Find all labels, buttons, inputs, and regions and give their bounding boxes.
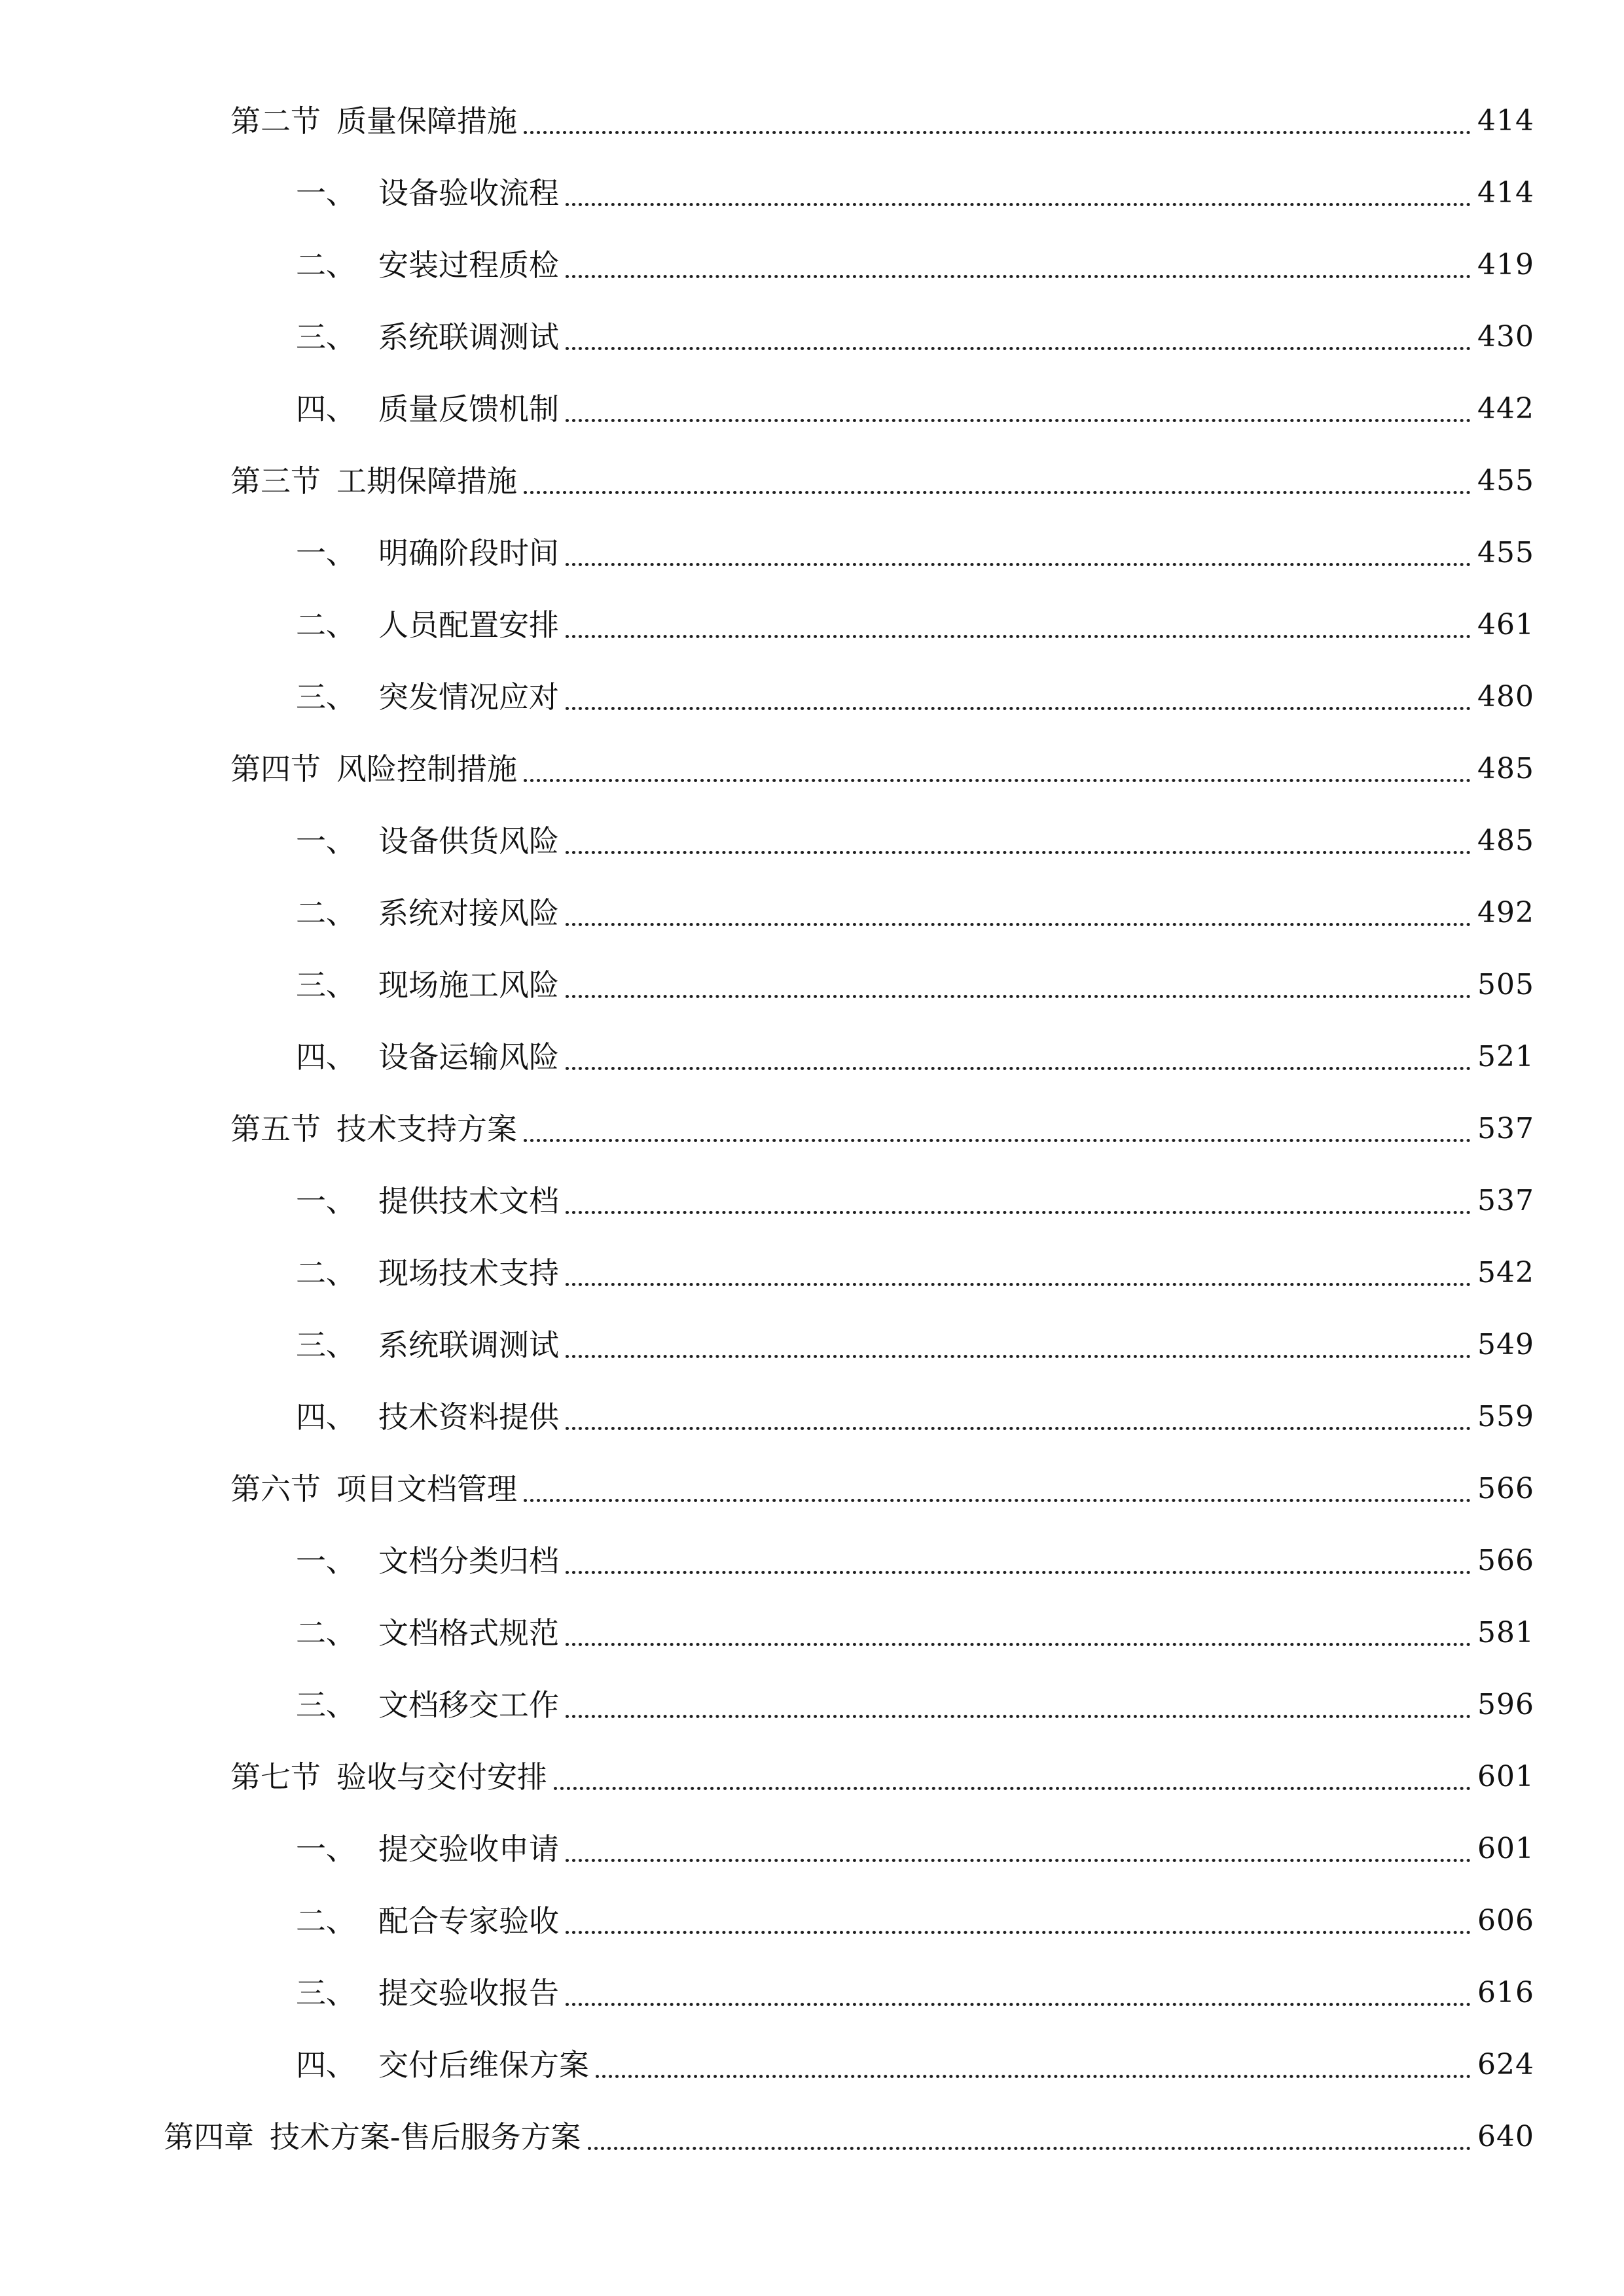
toc-entry-page: 601 xyxy=(1477,1760,1534,1793)
toc-entry-title: 设备运输风险 xyxy=(378,1039,559,1075)
toc-entry-title: 系统联调测试 xyxy=(378,319,559,355)
toc-entry-title: 文档分类归档 xyxy=(378,1543,559,1579)
toc-entry-page: 414 xyxy=(1477,104,1534,137)
dot-leader xyxy=(524,778,1471,782)
dot-leader xyxy=(566,922,1471,926)
toc-entry-section[interactable] xyxy=(230,445,1534,517)
toc-entry-title: 质量反馈机制 xyxy=(378,391,559,427)
toc-entry-title: 明确阶段时间 xyxy=(378,535,559,571)
toc-entry-item[interactable] xyxy=(296,2029,1534,2101)
toc-entry-item[interactable] xyxy=(296,949,1534,1021)
toc-entry-number: 三、 xyxy=(296,1327,356,1363)
toc-entry-title: 技术方案-售后服务方案 xyxy=(270,2119,581,2155)
toc-entry-title: 提供技术文档 xyxy=(378,1183,559,1219)
dot-leader xyxy=(566,1858,1471,1862)
toc-entry-title: 系统联调测试 xyxy=(378,1327,559,1363)
toc-entry-number: 二、 xyxy=(296,1615,356,1651)
toc-entry-number: 一、 xyxy=(296,1543,356,1579)
dot-leader xyxy=(566,994,1471,998)
toc-entry-page: 581 xyxy=(1477,1616,1534,1649)
toc-entry-title: 提交验收报告 xyxy=(378,1975,559,2011)
toc-entry-number: 二、 xyxy=(296,247,356,283)
toc-entry-page: 559 xyxy=(1477,1400,1534,1433)
toc-entry-number: 一、 xyxy=(296,535,356,571)
toc-entry-number: 一、 xyxy=(296,1831,356,1867)
toc-entry-item[interactable] xyxy=(296,661,1534,733)
toc-entry-title: 文档格式规范 xyxy=(378,1615,559,1651)
toc-entry-page: 537 xyxy=(1477,1184,1534,1217)
toc-entry-page: 616 xyxy=(1477,1976,1534,2009)
dot-leader xyxy=(524,1138,1471,1142)
toc-entry-item[interactable] xyxy=(296,877,1534,949)
toc-entry-page: 566 xyxy=(1477,1472,1534,1505)
toc-entry-page: 430 xyxy=(1477,320,1534,353)
toc-entry-item[interactable] xyxy=(296,1957,1534,2029)
toc-entry-page: 596 xyxy=(1477,1688,1534,1721)
toc-entry-item[interactable] xyxy=(296,589,1534,661)
dot-leader xyxy=(524,490,1471,494)
toc-entry-number: 三、 xyxy=(296,1975,356,2011)
toc-entry-item[interactable] xyxy=(296,1021,1534,1093)
dot-leader xyxy=(566,1930,1471,1934)
toc-entry-page: 414 xyxy=(1477,176,1534,209)
dot-leader xyxy=(566,1354,1471,1358)
toc-entry-number: 二、 xyxy=(296,1255,356,1291)
toc-entry-section[interactable] xyxy=(230,1453,1534,1525)
toc-entry-number: 三、 xyxy=(296,967,356,1003)
toc-entry-number: 一、 xyxy=(296,1183,356,1219)
toc-entry-chapter[interactable] xyxy=(164,2101,1534,2173)
toc-entry-title: 现场施工风险 xyxy=(378,967,559,1003)
toc-entry-number: 一、 xyxy=(296,175,356,211)
dot-leader xyxy=(566,634,1471,638)
toc-entry-title: 工期保障措施 xyxy=(336,463,517,499)
toc-entry-number: 三、 xyxy=(296,319,356,355)
toc-entry-number: 四、 xyxy=(296,1399,356,1435)
toc-entry-page: 485 xyxy=(1477,824,1534,857)
toc-entry-item[interactable] xyxy=(296,1885,1534,1957)
toc-entry-page: 549 xyxy=(1477,1328,1534,1361)
toc-entry-number: 四、 xyxy=(296,1039,356,1075)
toc-entry-number: 第七节 xyxy=(230,1759,321,1795)
toc-entry-title: 质量保障措施 xyxy=(336,103,517,139)
toc-entry-title: 交付后维保方案 xyxy=(378,2047,589,2083)
toc-entry-number: 四、 xyxy=(296,2047,356,2083)
dot-leader xyxy=(588,2146,1471,2150)
toc-entry-item[interactable] xyxy=(296,1525,1534,1597)
toc-entry-number: 四、 xyxy=(296,391,356,427)
toc-entry-item[interactable] xyxy=(296,157,1534,229)
toc-entry-section[interactable] xyxy=(230,733,1534,805)
dot-leader xyxy=(566,1210,1471,1214)
toc-entry-title: 技术资料提供 xyxy=(378,1399,559,1435)
toc-entry-section[interactable] xyxy=(230,85,1534,157)
toc-entry-number: 第五节 xyxy=(230,1111,321,1147)
dot-leader xyxy=(566,1570,1471,1574)
toc-entry-number: 三、 xyxy=(296,679,356,715)
toc-entry-item[interactable] xyxy=(296,1237,1534,1309)
dot-leader xyxy=(554,1786,1471,1790)
toc-entry-title: 人员配置安排 xyxy=(378,607,559,643)
toc-entry-item[interactable] xyxy=(296,1165,1534,1237)
toc-entry-number: 三、 xyxy=(296,1687,356,1723)
toc-entry-number: 第二节 xyxy=(230,103,321,139)
toc-entry-page: 601 xyxy=(1477,1832,1534,1865)
toc-entry-number: 二、 xyxy=(296,895,356,931)
toc-entry-title: 系统对接风险 xyxy=(378,895,559,931)
dot-leader xyxy=(566,562,1471,566)
toc-entry-page: 455 xyxy=(1477,536,1534,569)
toc-entry-page: 485 xyxy=(1477,752,1534,785)
toc-entry-item[interactable] xyxy=(296,1813,1534,1885)
toc-entry-title: 安装过程质检 xyxy=(378,247,559,283)
dot-leader xyxy=(566,850,1471,854)
toc-entry-item[interactable] xyxy=(296,1381,1534,1453)
toc-entry-title: 项目文档管理 xyxy=(336,1471,517,1507)
dot-leader xyxy=(566,1066,1471,1070)
dot-leader xyxy=(524,130,1471,134)
toc-entry-number: 第三节 xyxy=(230,463,321,499)
toc-entry-number: 二、 xyxy=(296,1903,356,1939)
toc-entry-item[interactable] xyxy=(296,1669,1534,1741)
dot-leader xyxy=(566,274,1471,278)
toc-entry-page: 606 xyxy=(1477,1904,1534,1937)
dot-leader xyxy=(566,1642,1471,1646)
toc-entry-title: 验收与交付安排 xyxy=(336,1759,547,1795)
toc-entry-title: 配合专家验收 xyxy=(378,1903,559,1939)
toc-entry-page: 566 xyxy=(1477,1544,1534,1577)
dot-leader xyxy=(566,346,1471,350)
toc-entry-page: 480 xyxy=(1477,680,1534,713)
toc-entry-page: 419 xyxy=(1477,248,1534,281)
toc-entry-page: 492 xyxy=(1477,896,1534,929)
dot-leader xyxy=(566,1426,1471,1430)
dot-leader xyxy=(566,706,1471,710)
dot-leader xyxy=(566,202,1471,206)
toc-entry-title: 突发情况应对 xyxy=(378,679,559,715)
toc-entry-item[interactable] xyxy=(296,805,1534,877)
toc-entry-number: 第四节 xyxy=(230,751,321,787)
toc-entry-title: 风险控制措施 xyxy=(336,751,517,787)
dot-leader xyxy=(524,1498,1471,1502)
toc-entry-page: 442 xyxy=(1477,392,1534,425)
toc-entry-page: 624 xyxy=(1477,2048,1534,2081)
dot-leader xyxy=(566,2002,1471,2006)
toc-entry-number: 第六节 xyxy=(230,1471,321,1507)
toc-entry-item[interactable] xyxy=(296,1309,1534,1381)
toc-entry-item[interactable] xyxy=(296,301,1534,373)
toc-entry-section[interactable] xyxy=(230,1093,1534,1165)
dot-leader xyxy=(566,1714,1471,1718)
dot-leader xyxy=(596,2074,1471,2078)
toc-entry-page: 455 xyxy=(1477,464,1534,497)
toc-entry-page: 505 xyxy=(1477,968,1534,1001)
dot-leader xyxy=(566,418,1471,422)
toc-entry-title: 技术支持方案 xyxy=(336,1111,517,1147)
toc-entry-number: 一、 xyxy=(296,823,356,859)
toc-entry-number: 第四章 xyxy=(164,2119,254,2155)
toc-entry-title: 设备供货风险 xyxy=(378,823,559,859)
toc-entry-item[interactable] xyxy=(296,373,1534,445)
toc-entry-item[interactable] xyxy=(296,1597,1534,1669)
toc-entry-page: 461 xyxy=(1477,608,1534,641)
dot-leader xyxy=(566,1282,1471,1286)
toc-entry-item[interactable] xyxy=(296,517,1534,589)
toc-entry-page: 537 xyxy=(1477,1112,1534,1145)
toc-entry-title: 文档移交工作 xyxy=(378,1687,559,1723)
toc-entry-section[interactable] xyxy=(230,1741,1534,1813)
toc-entry-title: 设备验收流程 xyxy=(378,175,559,211)
toc-entry-item[interactable] xyxy=(296,229,1534,301)
toc-entry-page: 521 xyxy=(1477,1040,1534,1073)
toc-entry-title: 现场技术支持 xyxy=(378,1255,559,1291)
toc-entry-title: 提交验收申请 xyxy=(378,1831,559,1867)
toc-entry-page: 542 xyxy=(1477,1256,1534,1289)
toc-entry-number: 二、 xyxy=(296,607,356,643)
toc-entry-page: 640 xyxy=(1477,2120,1534,2153)
